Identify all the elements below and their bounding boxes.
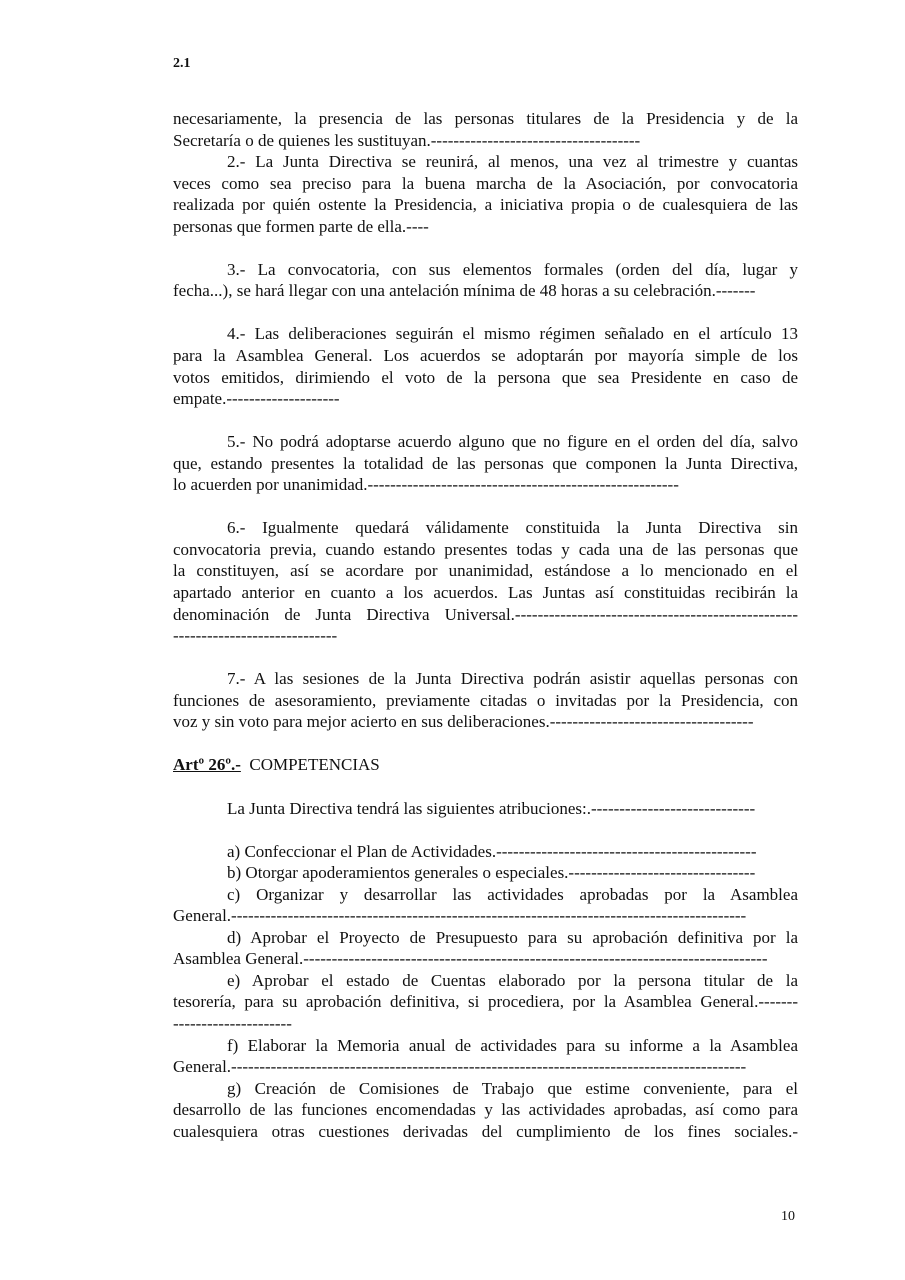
text-line: f) Elaborar la Memoria anual de actividades para su informe a la Asamblea bbox=[227, 1035, 798, 1055]
text-line: desarrollo de las funciones encomendadas y las actividades aprobadas, así como para bbox=[173, 1100, 798, 1120]
text-line: 3.- La convocatoria, con sus elementos formales (orden del día, lugar y bbox=[227, 259, 798, 279]
text-line: denominación de Junta Directiva Universal.-------------------------------------------------- bbox=[173, 604, 798, 624]
text-line: personas que formen parte de ella.---- bbox=[173, 216, 429, 236]
text-line: realizada por quién ostente la Presidencia, a iniciativa propia o de cualesquiera de las bbox=[173, 195, 798, 215]
text-line: convocatoria previa, cuando estando presentes todas y cada una de las personas que bbox=[173, 539, 798, 559]
page-number: 10 bbox=[781, 1209, 795, 1224]
article-heading bbox=[173, 754, 798, 776]
text-line: lo acuerden por unanimidad.------------------------------------------------------- bbox=[173, 475, 679, 495]
text-line: 6.- Igualmente quedará válidamente constituida la Junta Directiva sin bbox=[227, 518, 798, 538]
section-header: 2.1 bbox=[173, 56, 191, 71]
item-b bbox=[173, 862, 798, 884]
text-line: necesariamente, la presencia de las personas titulares de la Presidencia y de la bbox=[173, 109, 798, 128]
text-line: General.------------------------------------------------------------------------------------------- bbox=[173, 1057, 747, 1077]
text-line: b) Otorgar apoderamientos generales o especiales.--------------------------------- bbox=[227, 863, 756, 883]
text-line: a) Confeccionar el Plan de Actividades.---------------------------------------------- bbox=[227, 841, 757, 861]
text-line: e) Aprobar el estado de Cuentas elaborado por la persona titular de la bbox=[227, 970, 798, 990]
paragraph-7 bbox=[173, 668, 798, 733]
text-line: d) Aprobar el Proyecto de Presupuesto para su aprobación definitiva por la bbox=[227, 927, 798, 947]
text-line: --------------------- bbox=[173, 1013, 292, 1033]
paragraph-4 bbox=[173, 323, 798, 409]
article-title: COMPETENCIAS bbox=[249, 755, 380, 775]
article-number: Artº 26º.- bbox=[173, 755, 241, 775]
text-line: votos emitidos, dirimiendo el voto de la persona que sea Presidente en caso de bbox=[173, 367, 798, 387]
text-line: Secretaría o de quienes les sustituyan.------------------------------------- bbox=[173, 130, 641, 150]
text-line: fecha...), se hará llegar con una antelación mínima de 48 horas a su celebración.------- bbox=[173, 281, 756, 301]
text-line: que, estando presentes la totalidad de las personas que componen la Junta Directiva, bbox=[173, 453, 798, 473]
text-line: la constituyen, así se acordare por unanimidad, estándose a lo mencionado en el bbox=[173, 561, 798, 581]
item-g bbox=[173, 1078, 798, 1143]
intro-line: La Junta Directiva tendrá las siguientes atribuciones:.----------------------------- bbox=[227, 798, 756, 818]
item-f bbox=[173, 1035, 798, 1078]
text-line: funciones de asesoramiento, previamente citadas o invitadas por la Presidencia, con bbox=[173, 690, 798, 710]
paragraph-6 bbox=[173, 517, 798, 646]
text-line: empate.-------------------- bbox=[173, 389, 340, 409]
text-line: g) Creación de Comisiones de Trabajo que estime conveniente, para el bbox=[227, 1078, 798, 1098]
text-line: 4.- Las deliberaciones seguirán el mismo régimen señalado en el artículo 13 bbox=[227, 324, 798, 344]
text-line: voz y sin voto para mejor acierto en sus deliberaciones.------------------------------------ bbox=[173, 712, 754, 732]
paragraph-1 bbox=[173, 108, 798, 151]
document-body bbox=[173, 108, 798, 1142]
item-d bbox=[173, 927, 798, 970]
item-e bbox=[173, 970, 798, 1035]
text-line: Asamblea General.---------------------------------------------------------------------------------- bbox=[173, 949, 768, 969]
text-line: cualesquiera otras cuestiones derivadas del cumplimiento de los fines sociales.- bbox=[173, 1121, 798, 1141]
item-a bbox=[173, 841, 798, 863]
text-line: 2.- La Junta Directiva se reunirá, al menos, una vez al trimestre y cuantas bbox=[227, 152, 798, 172]
text-line: c) Organizar y desarrollar las actividades aprobadas por la Asamblea bbox=[227, 884, 798, 904]
text-line: veces como sea preciso para la buena marcha de la Asociación, por convocatoria bbox=[173, 173, 798, 193]
text-line: 7.- A las sesiones de la Junta Directiva podrán asistir aquellas personas con bbox=[227, 669, 798, 689]
text-line: apartado anterior en cuanto a los acuerdos. Las Juntas así constituidas recibirán la bbox=[173, 583, 798, 603]
text-line: General.------------------------------------------------------------------------------------------- bbox=[173, 906, 747, 926]
item-c bbox=[173, 884, 798, 927]
text-line: tesorería, para su aprobación definitiva, si procediera, por la Asamblea General.------- bbox=[173, 992, 798, 1012]
text-line: para la Asamblea General. Los acuerdos se adoptarán por mayoría simple de los bbox=[173, 346, 798, 366]
text-line: 5.- No podrá adoptarse acuerdo alguno que no figure en el orden del día, salvo bbox=[227, 432, 798, 452]
paragraph-5 bbox=[173, 431, 798, 496]
text-line: ----------------------------- bbox=[173, 626, 338, 646]
paragraph-3 bbox=[173, 259, 798, 302]
paragraph-2 bbox=[173, 151, 798, 237]
